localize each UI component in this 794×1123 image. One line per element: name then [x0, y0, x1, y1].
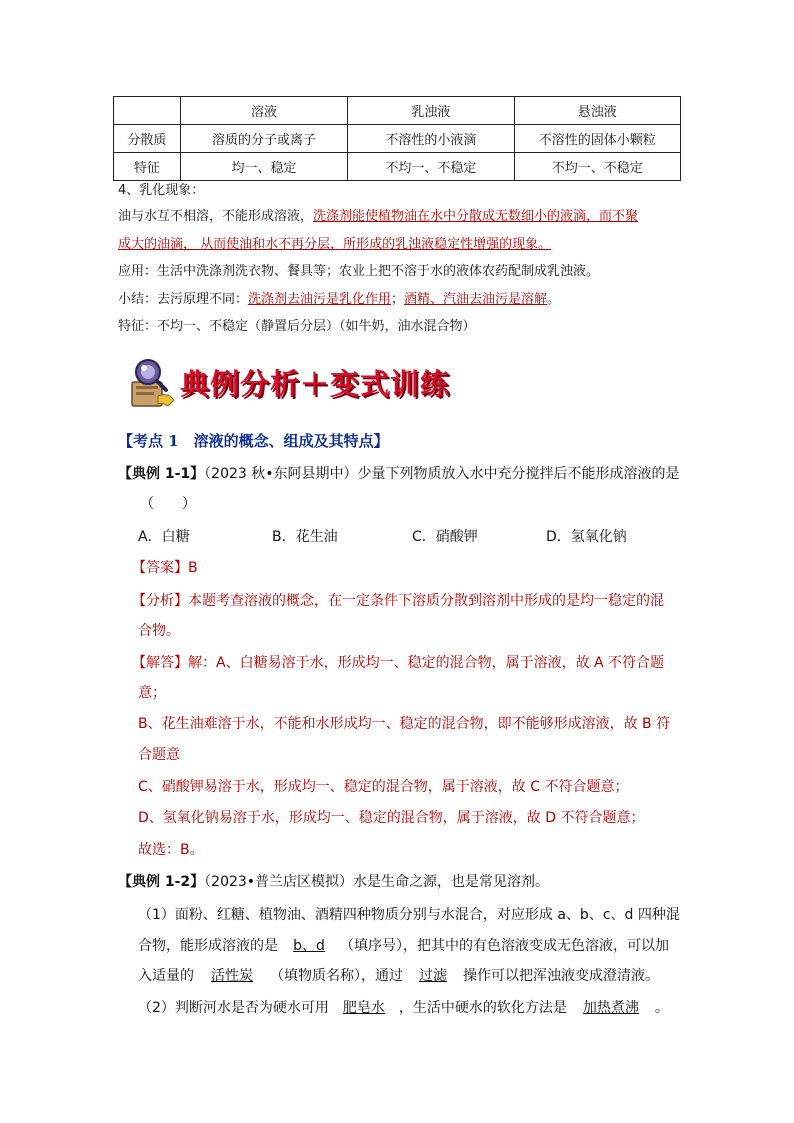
emulsion-feature: 特征：不均一、不稳定（静置后分层）（如牛奶，油水混合物）: [118, 319, 476, 334]
topic-heading: 【考点 1 溶液的概念、组成及其特点】: [118, 432, 389, 450]
question-2-line: [138, 998, 669, 1018]
table-header-cell: [114, 97, 181, 125]
option-d: D．氢氧化钠: [546, 529, 627, 545]
analysis-line-1: [132, 591, 664, 611]
example-stem-text: （2023 秋•东阿县期中）少量下列物质放入水中充分搅拌后不能形成溶液的是: [204, 466, 680, 482]
question-text: （填序号），把其中的有色溶液变成无色溶液，可以加: [340, 938, 669, 954]
table-cell: 不溶性的小液滴: [348, 125, 514, 153]
table-header-cell: 溶液: [180, 97, 347, 125]
answer-parenthesis: （ ）: [140, 496, 196, 512]
banner-title: 典例分析＋变式训练: [180, 367, 451, 401]
option-c: C．硝酸钾: [412, 529, 478, 545]
magnifier-icon: [128, 356, 178, 412]
table-cell: 不均一、不稳定: [514, 153, 680, 181]
answer-blank: 过滤: [419, 968, 447, 984]
solution-line-d: D、氢氧化钠易溶于水，形成均一、稳定的混合物，属于溶液，故 D 不符合题意；: [138, 810, 645, 826]
question-1-line-1: （1）面粉、红糖、植物油、酒精四种物质分别与水混合，对应形成 a、b、c、d 四种混: [138, 907, 680, 923]
solution-text: 解：A、白糖易溶于水，形成均一、稳定的混合物，属于溶液，故 A 不符合题: [188, 655, 665, 671]
solution-line-a2: 意；: [138, 685, 166, 701]
table-cell: 均一、稳定: [180, 153, 347, 181]
summary-text: 小结：去污原理不同：: [118, 292, 249, 307]
summary-end: 。: [547, 292, 561, 307]
emulsion-key-text: 洗涤剂能使植物油在水中分散成无数细小的液滴，而不聚: [313, 209, 639, 224]
table-cell: 不溶性的固体小颗粒: [514, 125, 680, 153]
solution-line-b1: B、花生油难溶于水，不能和水形成均一、稳定的混合物，即不能够形成溶液，故 B 符: [138, 716, 671, 732]
table-header-cell: 乳浊液: [348, 97, 514, 125]
table-header-cell: 悬浊液: [514, 97, 680, 125]
example-tag: 【典例 1-1】: [118, 466, 205, 482]
analysis-text: 本题考查溶液的概念，在一定条件下溶质分散到溶剂中形成的是均一稳定的混: [188, 593, 664, 609]
question-text: 合物，能形成溶液的是: [138, 938, 278, 954]
analysis-line-2: 合物。: [138, 623, 180, 639]
example-tag: 【典例 1-2】: [118, 874, 205, 890]
example-stem-text: （2023•普兰店区模拟）水是生命之源，也是常见溶剂。: [204, 874, 550, 890]
question-1-line-2: [138, 936, 669, 956]
question-text: ，生活中硬水的软化方法是: [398, 1000, 567, 1016]
question-text: 。: [654, 1000, 669, 1016]
solution-tag: 【解答】: [132, 655, 188, 671]
question-text: （2）判断河水是否为硬水可用: [138, 1000, 329, 1016]
summary-key-text: 酒精、汽油去油污是溶解: [404, 292, 548, 307]
table-cell: 特征: [114, 153, 181, 181]
emulsion-paragraph-line-2: [118, 236, 551, 254]
solution-choice: 故选：B。: [138, 842, 204, 858]
emulsion-application: 应用：生活中洗涤剂洗衣物、餐具等；农业上把不溶于水的液体农药配制成乳浊液。: [118, 264, 600, 279]
option-b: B．花生油: [272, 529, 338, 545]
example-1-2-stem: [118, 872, 549, 892]
question-text: 操作可以把浑浊液变成澄清液。: [463, 968, 659, 984]
table-cell: 分散质: [114, 125, 181, 153]
table-cell: 不均一、不稳定: [348, 153, 514, 181]
solution-line-b2: 合题意: [138, 747, 180, 763]
answer-blank: 肥皂水: [342, 1000, 385, 1016]
answer-blank: 加热煮沸: [582, 1000, 639, 1016]
table-row: [114, 125, 681, 153]
answer-tag: 【答案】: [132, 560, 188, 576]
solution-line-a1: [132, 653, 664, 673]
emulsion-paragraph-line-1: [118, 208, 638, 226]
question-text: （填物质名称），通过: [270, 968, 403, 984]
table-row: [114, 153, 681, 181]
emulsion-summary: [118, 291, 560, 309]
question-1-line-3: [138, 966, 659, 986]
dispersion-comparison-table: [113, 96, 681, 181]
option-a: A．白糖: [138, 529, 190, 545]
solution-line-c: C、硝酸钾易溶于水，形成均一、稳定的混合物，属于溶液，故 C 不符合题意；: [138, 779, 629, 795]
answer-blank: 活性炭: [211, 968, 253, 984]
answer-line: [132, 558, 198, 578]
summary-key-text: 洗涤剂去油污是乳化作用: [248, 292, 392, 307]
emulsion-text: 油与水互不相溶，不能形成溶液，: [118, 209, 314, 224]
answer-value: B: [188, 560, 198, 576]
table-header-row: [114, 97, 681, 125]
question-text: 入适量的: [138, 968, 194, 984]
analysis-tag: 【分析】: [132, 593, 188, 609]
emulsion-key-text: 成大的油滴， 从而使油和水不再分层，所形成的乳浊液稳定性增强的现象。: [118, 237, 552, 252]
section-banner: [128, 356, 468, 412]
emulsion-heading: 4、乳化现象：: [118, 183, 205, 198]
answer-blank: b、d: [293, 938, 325, 954]
example-1-1-stem: [118, 464, 680, 484]
summary-separator: ；: [391, 292, 405, 307]
table-cell: 溶质的分子或离子: [180, 125, 347, 153]
